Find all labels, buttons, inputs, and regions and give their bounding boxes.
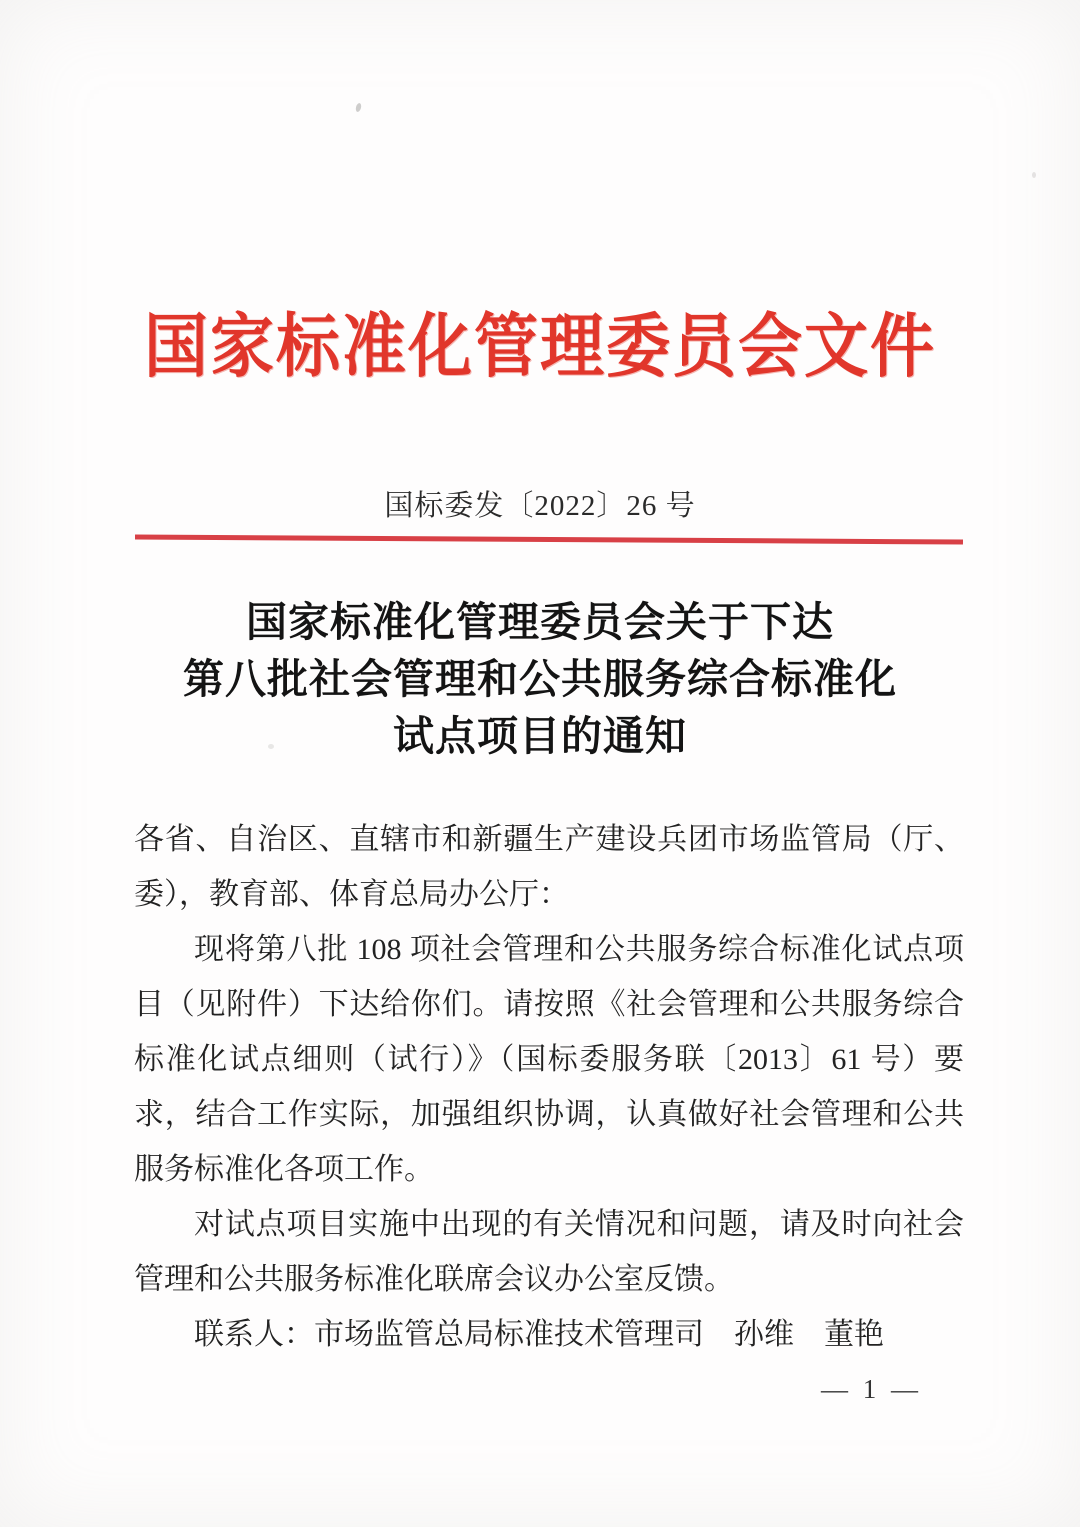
page-number: — 1 — — [821, 1374, 922, 1404]
document-reference-number: 国标委发〔2022〕26 号 — [384, 490, 696, 522]
red-divider-rule — [135, 534, 963, 544]
document-body — [134, 812, 964, 1362]
document-title-line-1: 国家标准化管理委员会关于下达 — [246, 599, 834, 645]
document-title-line-3: 试点项目的通知 — [393, 713, 687, 759]
document-title — [0, 594, 1080, 765]
scan-speck — [1032, 172, 1036, 178]
salutation-line: 各省、自治区、直辖市和新疆生产建设兵团市场监管局（厅、委），教育部、体育总局办公厅： — [134, 823, 964, 911]
body-paragraph-2: 对试点项目实施中出现的有关情况和问题，请及时向社会管理和公共服务标准化联席会议办公室反馈。 — [134, 1208, 964, 1296]
contact-line: 联系人：市场监管总局标准技术管理司 孙维 董艳 — [194, 1318, 884, 1351]
scan-speck — [355, 103, 362, 113]
body-paragraph-1: 现将第八批 108 项社会管理和公共服务综合标准化试点项目（见附件）下达给你们。请按照《社会管理和公共服务综合标准化试点细则（试行）》（国标委服务联〔2013〕61 号）要求，结合工作实际，加强组织协调，认真做好社会管理和公共服务标准化各项工作。 — [134, 933, 964, 1186]
document-title-line-2: 第八批社会管理和公共服务综合标准化 — [183, 656, 897, 702]
letterhead-title: 国家标准化管理委员会文件 — [144, 308, 936, 386]
